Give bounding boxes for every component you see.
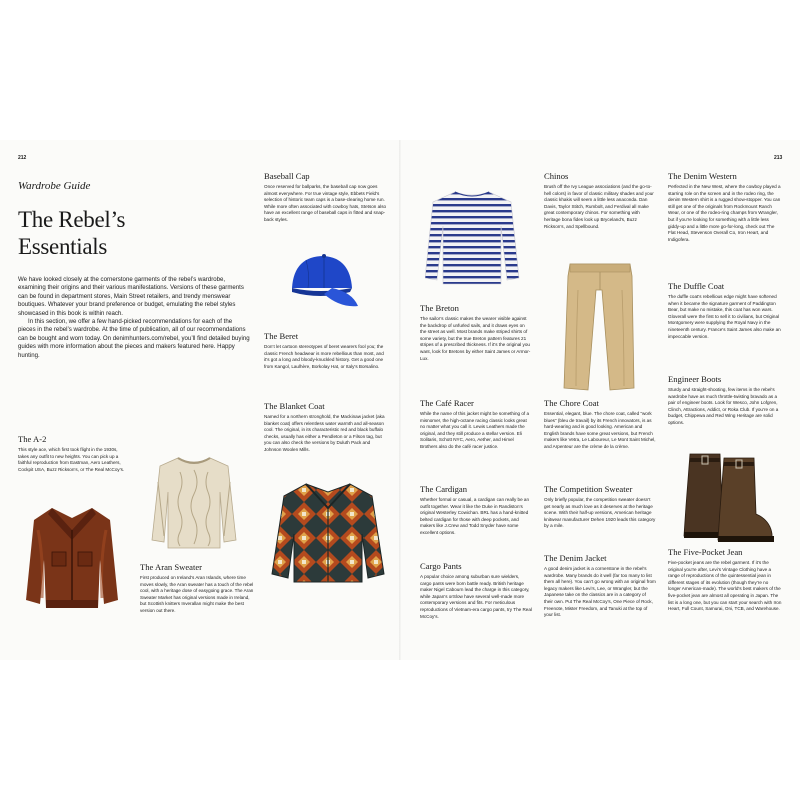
section-denim-jacket — [544, 553, 656, 619]
section-cafe-title: The Café Racer — [420, 398, 474, 408]
book-gutter — [399, 140, 401, 660]
section-chore — [544, 398, 656, 451]
section-beret-body: Don’t let cartoon stereotypes of beret wearers fool you; the classic French headwear is more rebellious than most, and it’s got a long and bloody-knuckled history. Get a good one from Kangol, Laulhère, Borkolay Hat, or Italy’s Borsalino. — [264, 344, 384, 369]
section-duffle-body: The duffle coat’s rebellious edge might have softened when it became the signature garment of Paddington Bear, but make no mistake, this coat has won wars. Gloverall were the first to sell it to civilians, but Original Montgomery were supplying the Royal Navy in the nineteenth century. France’s Saint James also make an impeccable version. — [668, 294, 781, 339]
section-aran-title: The Aran Sweater — [140, 562, 203, 572]
blanket-coat-illustration — [268, 478, 388, 586]
section-blanket-title: The Blanket Coat — [264, 401, 325, 411]
section-competition-title: The Competition Sweater — [544, 484, 633, 494]
section-western-title: The Denim Western — [668, 171, 737, 181]
title-line-1: The Rebel’s — [18, 207, 126, 232]
section-chinos — [544, 171, 656, 230]
section-blanket-body: Named for a northern stronghold, the Mackinaw jacket (aka blanket coat) offers relentless water warmth and all-season cool. The original, in its characteristic red and black buffalo checks, usually has either a Pendleton or a Filson tag, but you can also check the versions by Duluth Pack and Johnson Woolen Mills. — [264, 414, 385, 452]
page-title — [18, 206, 125, 260]
section-cafe — [420, 398, 532, 451]
section-western — [668, 171, 782, 243]
section-fivepocket-body: Five-pocket jeans are the rebel garment. If it’s the original you’re after, Levi’s Vintage Clothing have a range of reproductions of the quintessential jean in different stages of its evolution (though they’re no longer American-made). The world’s best makers of the five-pocket jean are almost all operating in Japan. The list is a long one, but you can start your search with Iron Heart, Full Count, Samurai, Oni, TCB, and Warehouse. — [668, 560, 782, 612]
section-boots-title: Engineer Boots — [668, 374, 722, 384]
section-western-body: Perfected in the New West, where the cowboy played a starring role on the screen and in the rodeo ring, the denim Western shirt is a rugged show-stopper. You can still get one of the originals from Rockmount Ranch Wear, or one of the rodeo-ring champs from Wrangler, but if you’re looking for something with a little less giddy-up and a little more go-for-long, check out The Flat Head, Stevenson Overall Co, Iron Heart, and Indigofera. — [668, 184, 781, 242]
a2-jacket-illustration — [22, 500, 122, 615]
section-cap — [264, 171, 388, 224]
page-number-right: 213 — [774, 155, 783, 161]
section-aran — [140, 562, 255, 615]
section-duffle — [668, 281, 782, 340]
section-competition-body: Only briefly popular, the competition sweater doesn’t get nearly as much love as it deserves at the heritage scene. With their half-up versions, American heritage knitwear manufacturer Dehen 1920 leads this category by a mile. — [544, 497, 656, 529]
section-chore-title: The Chore Coat — [544, 398, 599, 408]
section-competition — [544, 484, 656, 530]
page-number-left: 212 — [18, 155, 27, 161]
section-breton-body: The sailor’s classic makes the wearer visible against the backdrop of unfurled sails, and it draws eyes on the street as well. Most brands make striped shirts of some variety, but the true Breton pattern features 21 stripes of a prescribed thickness. If it’s the original you want, look for Bretons by either Saint James or Armor-Lux. — [420, 316, 531, 361]
section-blanket — [264, 401, 388, 454]
section-a2-title: The A-2 — [18, 434, 47, 444]
section-aran-body: First produced on Ireland’s Aran Islands, where time moves slowly, the Aran sweater has a touch of the rebel cool, with a heritage dose of easygoing grace. The Aran Sweater Market has original versions made in Ireland, but Scottish knitters Inverallan might make the best version out there. — [140, 575, 254, 613]
section-boots — [668, 374, 782, 427]
section-denimjacket-title: The Denim Jacket — [544, 553, 607, 563]
section-duffle-title: The Duffle Coat — [668, 281, 725, 291]
section-fivepocket-title: The Five-Pocket Jean — [668, 547, 743, 557]
section-a2 — [18, 434, 128, 473]
intro-text — [18, 276, 250, 360]
section-chore-body: Essential, elegant, blue. The chore coat, called “work blues” (bleu de travail) by its French innovators, is as hard-wearing and is good looking. American and English brands have some great versions, but French makers like Vetra, Le Laboureur, Le Mont Saint Michel, and Arpenteur are the crème de la crème. — [544, 411, 656, 449]
section-cardigan-body: Whether formal or casual, a cardigan can really be an outfit together. Wear it like the Duke in Randiston’s original Westerley Cowichan. BRL has a hand-knitted belted cardigan for those with deep pockets, and makers like J.Crew and Todd Snyder have some excellent options. — [420, 497, 530, 535]
section-denimjacket-body: A good denim jacket is a cornerstone in the rebel’s wardrobe. Many brands do it well (far too many to list them all here). You can’t go wrong with an original from legacy makers like Levi’s, Lee, or Wrangler, but the Japanese take on the classics are in a category of their own. Put The Real McCoy’s, One Piece of Rock, Freenote, Mister Freedom, and Tanuki at the top of your list. — [544, 566, 656, 618]
section-cap-body: Once reserved for ballparks, the baseball cap now goes almost everywhere. For true vintage style, Ebbets Field’s selection of historic team caps is a base-clearing home run. While more often associated with cowboy hats, Stetson also have an excellent range of baseball caps in fitted and snap-back styles. — [264, 184, 387, 222]
section-cafe-body: While the name of this jacket might be something of a misnomer, the high-octane racing classic looks great no matter what you call it. Lewis Leathers made the original, and they still produce a stellar version. Eli Solitaris, Schott NYC, Aero, Aether, and Himel Brothers also do the café racer justice. — [420, 411, 530, 449]
aran-sweater-illustration — [150, 452, 238, 552]
engineer-boots-illustration — [676, 446, 776, 542]
section-cargo-body: A popular choice among suburban sure wielders, cargo pants were born battle ready. British heritage maker Nigel Cabourn lead the charge in this category, while Japan’s orSlow have several well-made more contemporary versions and fits. For meticulous reproductions of Vietnam-era cargo pants, try The Real McCoy’s. — [420, 574, 532, 619]
section-a2-body: This style ace, which first took flight in the 1930s, takes any outfit to new heights. You can pick up a faithful reproduction from Eastman, Aero Leathers, Cockpit USA, Buzz Rickson’s, or The Real McCoy’s. — [18, 447, 125, 472]
intro-paragraph-1: We have looked closely at the cornerstone garments of the rebel’s wardrobe, examining their origins and their various manifestations. Versions of these garments can be found in department stores, Main Street retailers, and trendy menswear boutiques. Whatever your brand preference or budget, emulating the rebel styles showcased in this book is within reach. — [18, 276, 244, 317]
section-beret-title: The Beret — [264, 331, 299, 341]
breton-shirt-illustration — [425, 186, 520, 288]
section-cargo — [420, 561, 532, 620]
section-breton-title: The Breton — [420, 303, 459, 313]
section-cargo-title: Cargo Pants — [420, 561, 462, 571]
baseball-cap-illustration — [280, 248, 360, 313]
section-cap-title: Baseball Cap — [264, 171, 310, 181]
section-cardigan — [420, 484, 532, 537]
section-boots-body: Sturdy and straight-shooting, few items in the rebel’s wardrobe have as much throttle-twisting bravado as a pair of engineer boots. Look for Wesco, John Lofgren, Clinch, Attractions, Addict, or Roka Club. If you’re on a budget, Chippewa and Red Wing Heritage are solid options. — [668, 387, 779, 425]
section-five-pocket — [668, 547, 782, 613]
section-chinos-title: Chinos — [544, 171, 569, 181]
title-line-2: Essentials — [18, 234, 107, 259]
intro-paragraph-2: In this section, we offer a few hand-picked recommendations for each of the pieces in the rebel’s wardrobe. At the time of publication, all of our recommendations can be bought and worn today. On denimhunters.com/rebel, you’ll find detailed buying guides with more information about the pieces and makers featured here. Happy hunting. — [18, 318, 250, 359]
section-cardigan-title: The Cardigan — [420, 484, 468, 494]
section-kicker: Wardrobe Guide — [18, 180, 91, 192]
section-breton — [420, 303, 532, 362]
chinos-illustration — [560, 260, 640, 392]
section-chinos-body: Brush off the Ivy League associations (and the go-to-hell colors) in favor of classic military shades and your classic khakis will seem a little less anaconda. Dan Davis, Taylor Stitch, Rumbolt, and Ferdival all make great contemporary chinos. For something with heritage bona fides look up Bryceland’s, Buzz Rickson’s, and Spellbound. — [544, 184, 654, 229]
section-beret — [264, 331, 388, 370]
